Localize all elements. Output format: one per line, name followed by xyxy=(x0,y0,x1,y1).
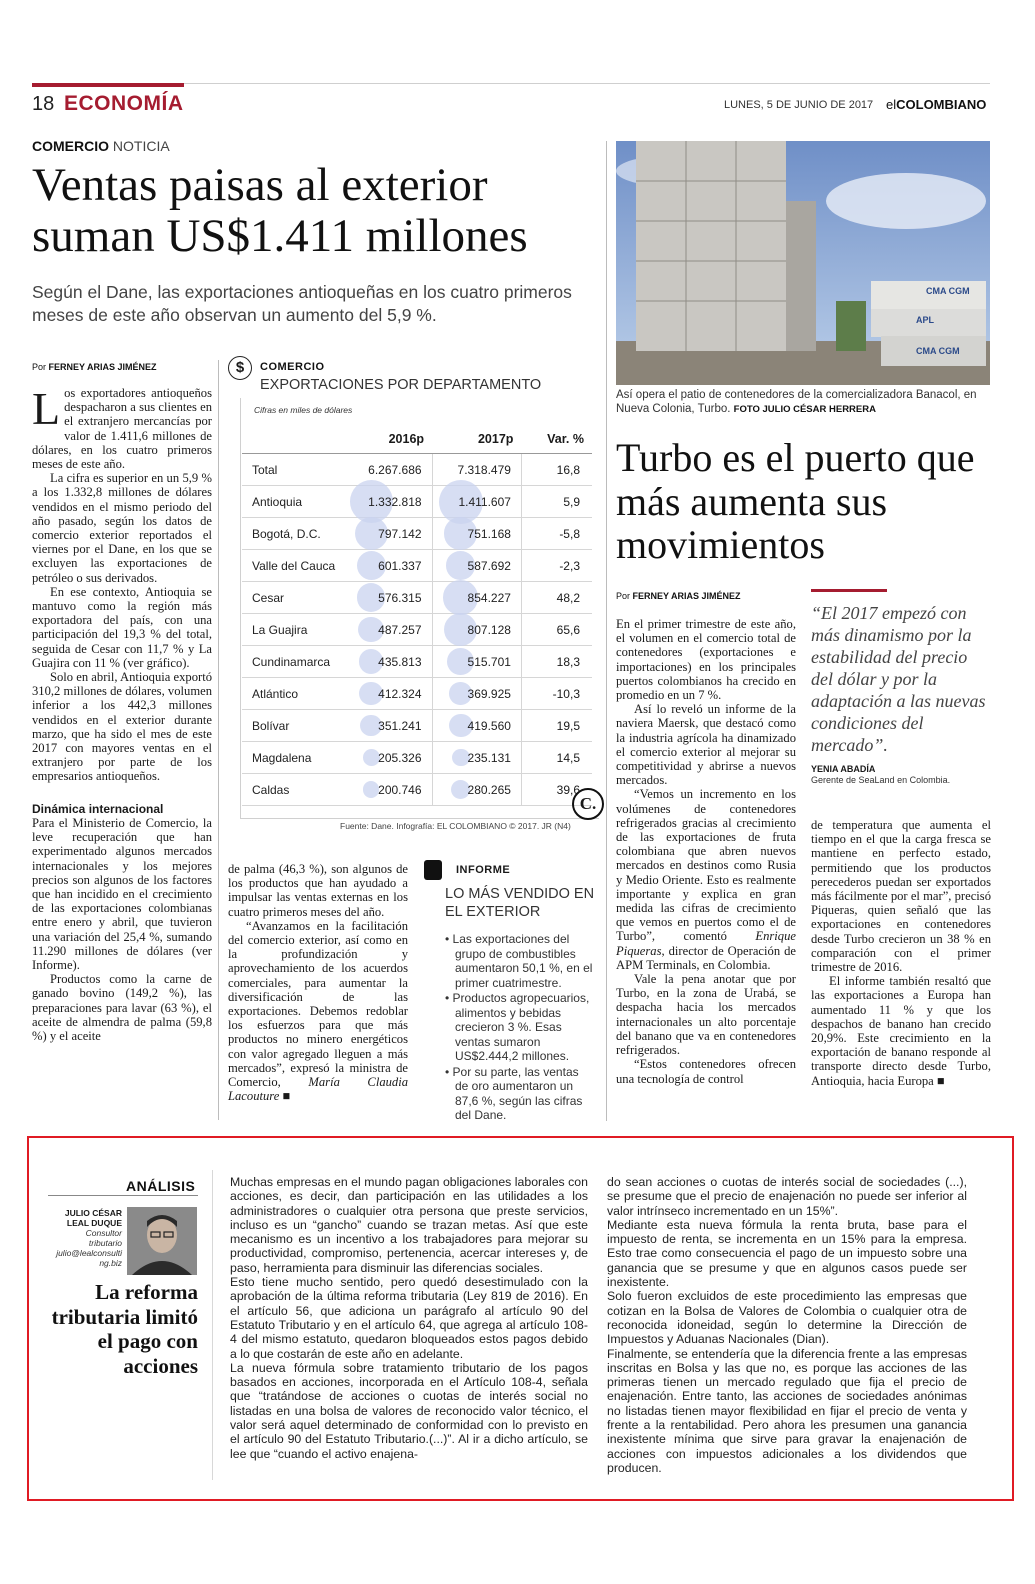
paragraph: En el primer trimestre de este año, el volumen en el comercio total de contenedores (exportaciones e importaciones) en los principales puertos colombianos ha crecido en promedio en un 7 %. xyxy=(616,617,796,703)
paragraph: Esto tiene mucho sentido, pero quedó desestimulado con la aprobación de la última reforma tributaria (Ley 819 de 2016). En el artículo 56, que adiciona un parágrafo al artículo 90 del Estatuto Tributario y en el artículo 64, que agrega al artículo 108-4 del mismo estatuto, quedaron bloqueados estos pagos debido a lo que costarán de este año en adelante. xyxy=(230,1275,588,1361)
table-row xyxy=(242,454,592,486)
value-2017 xyxy=(432,486,521,518)
byline-name: FERNEY ARIAS JIMÉNEZ xyxy=(632,591,741,601)
author-portrait xyxy=(127,1207,197,1275)
exports-table xyxy=(242,405,598,806)
photo-caption xyxy=(616,388,990,417)
column-divider xyxy=(218,360,219,1120)
table-row xyxy=(242,774,592,806)
table-row xyxy=(242,710,592,742)
value-text: 515.701 xyxy=(467,654,511,669)
section-name: ECONOMÍA xyxy=(64,92,184,115)
value-2016 xyxy=(343,582,432,614)
analysis-label: ANÁLISIS xyxy=(126,1178,196,1194)
brand-name: COLOMBIANO xyxy=(896,97,987,112)
article-column-1 xyxy=(32,383,212,1043)
end-mark: ■ xyxy=(282,1089,291,1104)
value-2016 xyxy=(343,454,432,486)
value-text: 587.692 xyxy=(467,558,511,573)
infographic-source: Fuente: Dane. Infografía: EL COLOMBIANO © 2017. JR (N4) xyxy=(340,821,571,831)
value-2016 xyxy=(343,646,432,678)
container-label: CMA CGM xyxy=(916,346,960,356)
masthead-brand xyxy=(886,97,986,112)
informe-label: INFORME xyxy=(456,864,511,876)
byline-prefix: Por xyxy=(616,591,631,601)
department-name: Valle del Cauca xyxy=(242,550,343,582)
value-text: 369.925 xyxy=(467,686,511,701)
value-2016 xyxy=(343,614,432,646)
table-row xyxy=(242,550,592,582)
article-column-2 xyxy=(811,818,991,1088)
article-kicker xyxy=(32,138,170,154)
value-text: 200.746 xyxy=(378,782,422,797)
list-item: • Las exportaciones del grupo de combustibles aumentaron 50,1 %, en el primer cuatrimestre. xyxy=(445,932,593,990)
value-2017 xyxy=(432,518,521,550)
header-2016: 2016p xyxy=(343,425,432,454)
variation-value: -2,3 xyxy=(521,550,592,582)
value-text: 751.168 xyxy=(467,526,511,541)
newspaper-logo-icon: C. xyxy=(572,788,604,820)
photo-illustration xyxy=(616,141,990,385)
informe-title: LO MÁS VENDIDO EN EL EXTERIOR xyxy=(445,886,595,920)
variation-value: 39,6 xyxy=(521,774,592,806)
article-headline: Turbo es el puerto que más aumenta sus movimientos xyxy=(616,435,975,567)
value-text: 235.131 xyxy=(467,750,511,765)
paragraph: de palma (46,3 %), son algunos de los productos que han ayudado a impulsar las ventas externas en los cuatro primeros meses del año. xyxy=(228,862,408,919)
department-name: Atlántico xyxy=(242,678,343,710)
table-row xyxy=(242,614,592,646)
analysis-title: La reforma tributaria limitó el pago con acciones xyxy=(51,1280,198,1378)
value-2017 xyxy=(432,582,521,614)
paragraph: “Vemos un incremento en los volúmenes de contenedores refrigerados gracias al crecimiento de las exportaciones de fruta colombiana que abren nuevos mercados en destinos como Rusia y Medio Oriente. Esto es realmente importante y explica en gran medida las cifras de crecimiento que vemos en puertos como el de Turbo”, comentó xyxy=(616,787,796,944)
paragraph: Vale la pena anotar que por Turbo, en la zona de Urabá, se despacha hacia los mercados internacionales un alto porcentaje del banano que va en contenedores refrigerados. xyxy=(616,972,796,1058)
value-text: 576.315 xyxy=(378,590,422,605)
paragraph: “Estos contenedores ofrecen una tecnología de control xyxy=(616,1057,796,1086)
value-bubble xyxy=(452,749,470,767)
value-text: 280.265 xyxy=(467,782,511,797)
analysis-rule xyxy=(48,1195,198,1196)
photo-credit: FOTO JULIO CÉSAR HERRERA xyxy=(733,404,876,415)
variation-value: 18,3 xyxy=(521,646,592,678)
variation-value: 5,9 xyxy=(521,486,592,518)
table-row xyxy=(242,486,592,518)
byline-name: FERNEY ARIAS JIMÉNEZ xyxy=(48,362,157,372)
author-email: julio@lealconsulting.biz xyxy=(56,1248,122,1268)
pullquote-rule xyxy=(811,589,887,592)
value-2016 xyxy=(343,742,432,774)
paragraph: El informe también resaltó que las exportaciones a Europa han aumentado 11 % y que los despachos de banano han crecido 20,9%. Este crecimiento en la exportación de banano responde al transporte directo desde Turbo, Antioquia, hacia Europa xyxy=(811,974,991,1088)
section-accent-bar xyxy=(32,83,184,87)
paragraph: de temperatura que aumenta el tiempo en el que la carga fresca se mantiene en perfecto estado, permitiendo que los productos perecederos puedan ser exportados más fácilmente por el mar”, precisó Piqueras, quien señaló que las exportaciones en contenedores desde Turbo crecieron un 38 % en comparación con el primer trimestre de 2016. xyxy=(811,818,991,975)
paragraph: Mediante esta nueva fórmula la renta bruta, base para el impuesto de renta, se incrementa en un 15% para la empresa. Esto trae como consecuencia el pago de un impuesto sobre una ganancia que se presume y que en algunos casos puede ser inexistente. xyxy=(607,1217,967,1290)
value-text: 1.411.607 xyxy=(458,494,511,509)
infographic-title: EXPORTACIONES POR DEPARTAMENTO xyxy=(260,377,542,393)
analysis-author: JULIO CÉSAR LEAL DUQUE xyxy=(64,1208,122,1228)
value-text: 1.332.818 xyxy=(368,494,422,509)
table-row xyxy=(242,742,592,774)
value-2017 xyxy=(432,678,521,710)
document-icon xyxy=(424,860,442,880)
column-divider xyxy=(212,1170,213,1480)
value-text: 807.128 xyxy=(467,622,511,637)
table-row xyxy=(242,646,592,678)
paragraph: Así lo reveló un informe de la naviera Maersk, que destacó como la industria agrícola ha dinamizado el comercio exterior al mejorar su competitividad y abrirse a nuevos mercados. xyxy=(616,702,796,788)
caption-text: Así opera el patio de contenedores de la comercializadora Banacol, en Nueva Colonia, Turbo. xyxy=(616,389,977,415)
signoff-name: María Claudia Lacouture xyxy=(228,1075,408,1104)
end-mark: ■ xyxy=(936,1073,945,1088)
paragraph: En ese contexto, Antioquia se mantuvo como la región más exportadora del país, con una participación del 19,3 % del total, seguida de Cesar con 11,7 % y La Guajira con 11 % (ver gráfico). xyxy=(32,584,212,670)
table-row xyxy=(242,582,592,614)
value-2017 xyxy=(432,774,521,806)
paragraph: La nueva fórmula sobre tratamiento tributario de los pagos basados en acciones, incorporada en el Artículo 108-4, señala que “tratándose de acciones o cuotas de interés social no listadas en una bolsa de valores de reconocido valor técnico, el valor será aquel determinado de conformidad con lo previsto en el artículo 90 del Estatuto Tributario.(...)”. Al ir a dicho artículo, se lee que “cuando el activo enajena- xyxy=(230,1360,588,1461)
header-var: Var. % xyxy=(521,425,592,454)
column-divider xyxy=(606,141,607,1121)
paragraph: os exportadores antioqueños despacharon a sus clientes en el extranjero mercancías por valor de 1.411,6 millones de dólares, en los cuatro primeros meses de este año. xyxy=(32,386,212,472)
article-byline xyxy=(616,591,741,601)
paragraph: Finalmente, se entendería que la diferencia frente a las empresas inscritas en Bolsa y las que no, es porque las acciones de las primeras tienen un mercado regulado que fija el precio de enajenación. Entre tanto, las acciones de sociedades anónimas no listadas tienen mayor flexibilidad en fijar el precio de venta y frente a la rentabilidad. Pero ahora les presumen una ganancia inexistente mínima que sirve para gravar la enajenación de acciones con impuestos adicionales a los dividendos que producen. xyxy=(607,1346,967,1475)
department-name: Cundinamarca xyxy=(242,646,343,678)
author-photo xyxy=(127,1207,197,1275)
kicker-section: COMERCIO xyxy=(32,138,109,154)
subheading: Dinámica internacional xyxy=(32,801,164,816)
pullquote-role: Gerente de SeaLand en Colombia. xyxy=(811,775,951,785)
container-yard-photo xyxy=(616,141,990,385)
list-item: • Productos agropecuarios, alimentos y bebidas crecieron 3 %. Esas ventas sumaron US$2.444,2 millones. xyxy=(445,991,590,1063)
value-2017 xyxy=(432,614,521,646)
author-role: Consultor tributario xyxy=(85,1228,122,1248)
header-empty xyxy=(242,425,343,454)
header-2017: 2017p xyxy=(432,425,521,454)
informe-list xyxy=(445,932,593,1124)
value-2016 xyxy=(343,518,432,550)
brand-prefix: el xyxy=(886,97,897,112)
dollar-icon: $ xyxy=(228,356,252,380)
value-2017 xyxy=(432,710,521,742)
list-item-text: Productos agropecuarios, alimentos y bebidas crecieron 3 %. Esas ventas sumaron US$2.444,2 millones. xyxy=(452,991,590,1063)
table-row xyxy=(242,518,592,550)
department-name: Magdalena xyxy=(242,742,343,774)
variation-value: 19,5 xyxy=(521,710,592,742)
value-2016 xyxy=(343,550,432,582)
table-units: Cifras en miles de dólares xyxy=(254,405,353,415)
paragraph: Solo fueron excluidos de este procedimiento las empresas que cotizan en la Bolsa de Valores de Colombia o cualquier otra de reconocida idoneidad, según lo determine la Dirección de Impuestos y Aduanas Nacionales (Dian). xyxy=(607,1289,967,1347)
value-2016 xyxy=(343,710,432,742)
department-name: Bolívar xyxy=(242,710,343,742)
value-2016 xyxy=(343,774,432,806)
value-2017 xyxy=(432,454,521,486)
paragraph: Solo en abril, Antioquia exportó 310,2 millones de dólares, volumen inferior a los 442,3 millones vendidos en el exterior durante marzo, que ha sido el mes de este 2017 con mayores ventas en el extranjero por parte de los empresarios antioqueños. xyxy=(32,670,212,784)
variation-value: 16,8 xyxy=(521,454,592,486)
container-label: APL xyxy=(916,315,934,325)
list-item-text: Por su parte, las ventas de oro aumentaron un 87,6 %, según las cifras del Dane. xyxy=(452,1064,583,1122)
issue-date: LUNES, 5 DE JUNIO DE 2017 xyxy=(724,99,874,111)
value-text: 205.326 xyxy=(378,750,422,765)
infographic-label: COMERCIO xyxy=(260,361,325,373)
value-2016 xyxy=(343,486,432,518)
list-item-text: Las exportaciones del grupo de combustibles aumentaron 50,1 %, en el primer cuatrimestre. xyxy=(452,932,593,990)
value-2017 xyxy=(432,646,521,678)
department-name: Caldas xyxy=(242,774,343,806)
article-deck: Según el Dane, las exportaciones antioqueñas en los cuatro primeros meses de este año observan un aumento del 5,9 %. xyxy=(32,282,572,325)
variation-value: 14,5 xyxy=(521,742,592,774)
value-text: 351.241 xyxy=(378,718,422,733)
paragraph: La cifra es superior en un 5,9 % a los 1.332,8 millones de dólares vendidos en el mismo periodo del año pasado, según los datos de comercio exterior reportados el viernes por el Dane, en los que se excluyen las exportaciones de petróleo o sus derivados. xyxy=(32,471,212,585)
value-bubble xyxy=(363,781,380,798)
analysis-column-2 xyxy=(607,1175,967,1475)
analysis-column-1 xyxy=(230,1175,588,1461)
value-text: 435.813 xyxy=(378,654,422,669)
department-name: Antioquia xyxy=(242,486,343,518)
variation-value: -5,8 xyxy=(521,518,592,550)
value-text: 487.257 xyxy=(378,622,422,637)
department-name: Cesar xyxy=(242,582,343,614)
department-name: Total xyxy=(242,454,343,486)
department-name: Bogotá, D.C. xyxy=(242,518,343,550)
value-text: 601.337 xyxy=(378,558,422,573)
value-2017 xyxy=(432,742,521,774)
byline-prefix: Por xyxy=(32,362,47,372)
paragraph: Muchas empresas en el mundo pagan obligaciones laborales con acciones, es decir, dan participación en las utilidades a los administradores o cualquier otra persona que preste servicios, incluso es un “gancho” cuando se trazan metas. Así que este mecanismo es un incentivo a los trabajadores para mejorar su productividad, compromiso, pertenencia, acercar intereses y, de paso, herramienta para disminuir las diferencias sociales. xyxy=(230,1175,588,1275)
kicker-type: NOTICIA xyxy=(112,138,170,154)
pullquote-name: YENIA ABADÍA xyxy=(811,764,876,774)
value-text: 412.324 xyxy=(378,686,422,701)
value-text: 6.267.686 xyxy=(368,462,422,477)
variation-value: -10,3 xyxy=(521,678,592,710)
department-name: La Guajira xyxy=(242,614,343,646)
paragraph: “Avanzamos en la facilitación del comercio exterior, así como en la profundización y aprovechamiento de los acuerdos comerciales, para aumentar la diversificación de las exportaciones. Debemos redoblar los esfuerzos para que más productos no minero energéticos con valor agregado lleguen a más mercados”, expresó la ministra de Comercio, xyxy=(228,918,408,1090)
table-row xyxy=(242,678,592,710)
article-byline xyxy=(32,362,157,372)
container-label: CMA CGM xyxy=(926,286,970,296)
value-text: 797.142 xyxy=(378,526,422,541)
pullquote: “El 2017 empezó con más dinamismo por la estabilidad del precio del dólar y por la adaptación a las nuevas condiciones del mercado”. xyxy=(811,603,986,755)
paragraph: Para el Ministerio de Comercio, la leve recuperación que han experimentado algunos mercados internacionales y los mejores precios son algunos de los factores que han incidido en el crecimiento de las exportaciones colombianas entre enero y abril, que tuvieron una variación del 25,4 %, sumando 11.290 millones de dólares (ver Informe). xyxy=(32,815,212,972)
article-column-2 xyxy=(228,862,408,1103)
value-2016 xyxy=(343,678,432,710)
value-text: 419.560 xyxy=(467,718,511,733)
paragraph-tail: , director de Operación de APM Terminals, en Colombia. xyxy=(616,943,796,972)
quoted-name: Enrique Piqueras xyxy=(616,929,796,958)
value-2017 xyxy=(432,550,521,582)
analysis-role xyxy=(52,1228,122,1268)
value-text: 854.227 xyxy=(467,590,511,605)
paragraph: Productos como la carne de ganado bovino (149,2 %), las preparaciones para lavar (63 %), el aceite de almendra de palma (59,8 %) y el aceite xyxy=(32,972,212,1043)
value-text: 7.318.479 xyxy=(457,462,511,477)
article-column-1 xyxy=(616,617,796,1086)
page-number: 18 xyxy=(32,93,55,115)
variation-value: 65,6 xyxy=(521,614,592,646)
article-headline: Ventas paisas al exterior suman US$1.411 millones xyxy=(32,159,528,262)
list-item: • Por su parte, las ventas de oro aumentaron un 87,6 %, según las cifras del Dane. xyxy=(445,1064,583,1122)
dropcap: L xyxy=(32,383,61,434)
paragraph: do sean acciones o cuotas de interés social de sociedades (...), se presume que el precio de enajenación no puede ser inferior al valor intrínseco incrementado en un 15%”. xyxy=(607,1175,967,1218)
variation-value: 48,2 xyxy=(521,582,592,614)
